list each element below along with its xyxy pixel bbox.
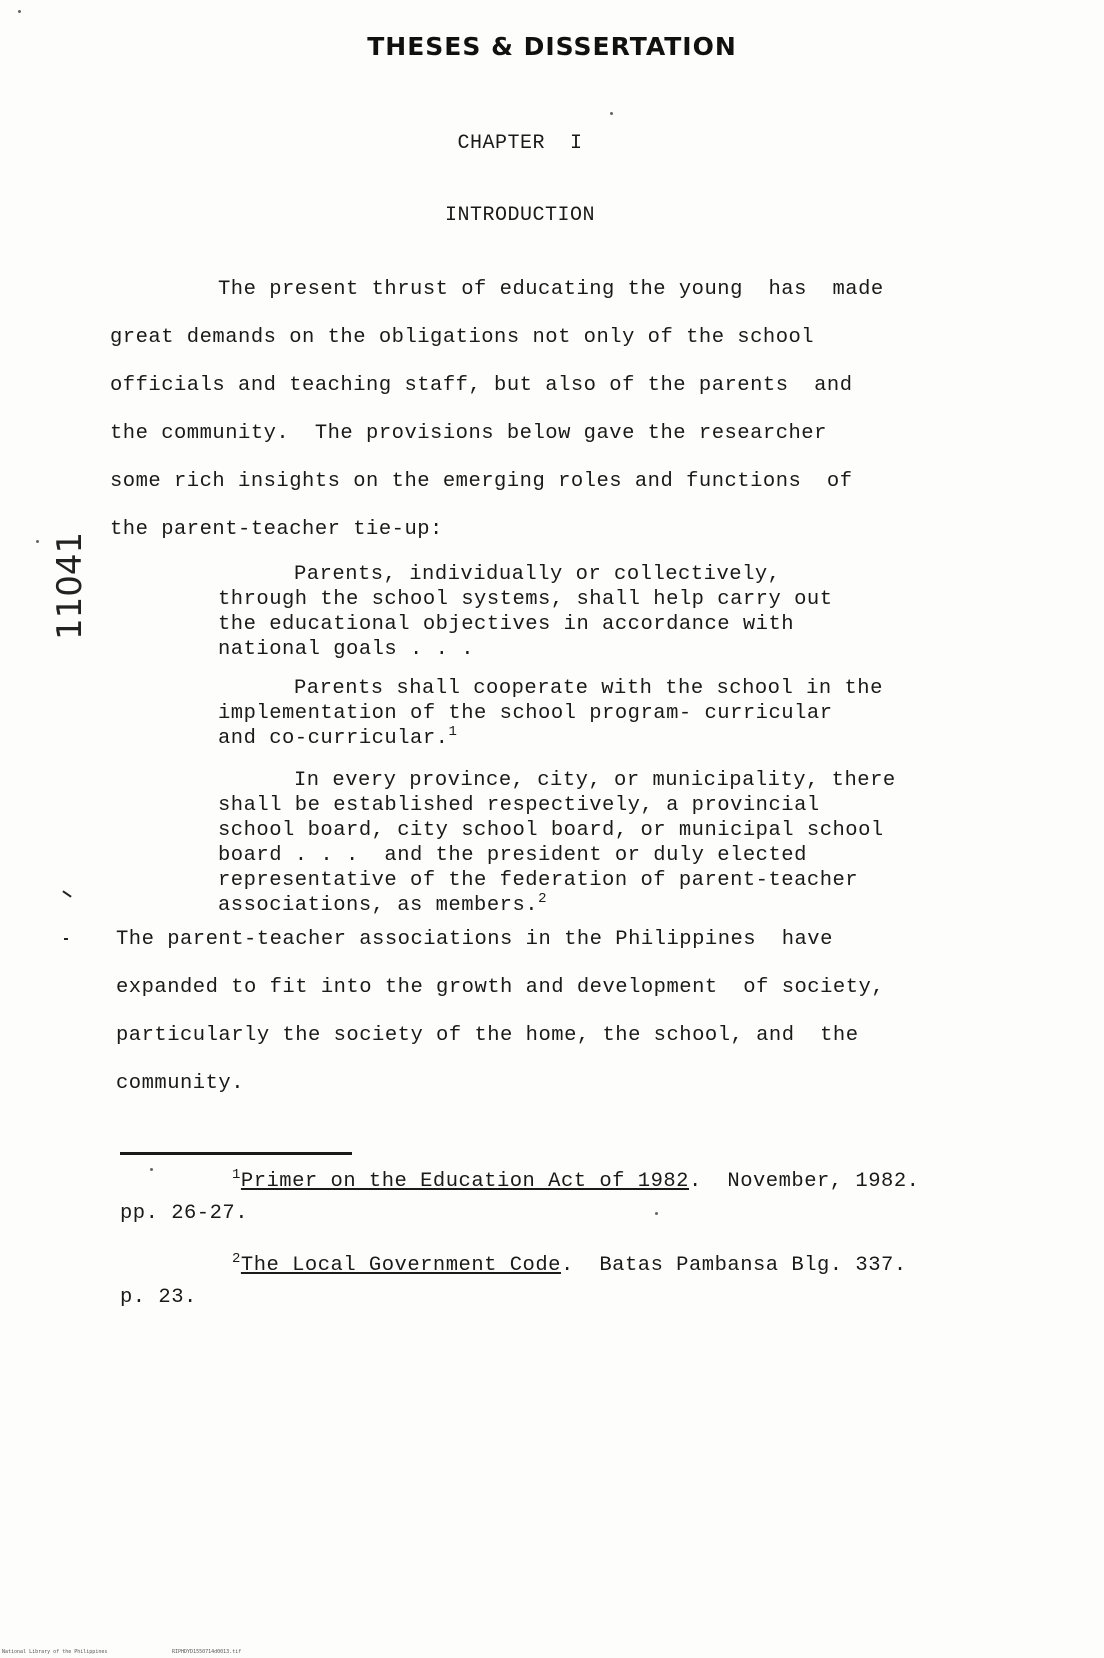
footnote-number: 2 — [232, 1251, 241, 1268]
footnote-detail: . November, 1982. — [688, 1170, 920, 1193]
scan-speck — [18, 10, 21, 13]
text-line: particularly the society of the home, the school, and the — [116, 1024, 859, 1047]
block-quote-2 — [218, 676, 1018, 751]
text-line: community. — [116, 1072, 245, 1095]
text-line: the parent-teacher tie-up: — [110, 518, 443, 541]
scan-speck — [610, 112, 613, 115]
quote-line: the educational objectives in accordance with — [218, 613, 795, 636]
scan-filename: RIPHDYD1550714d0013.tif — [172, 1649, 242, 1655]
quote-line: representative of the federation of parent-teacher — [218, 869, 859, 892]
footnote-line — [120, 1250, 1040, 1282]
text-line: great demands on the obligations not only of the school — [110, 326, 815, 349]
footnote-title: The Local Government Code — [240, 1254, 561, 1277]
quote-line: implementation of the school program- curricular — [218, 702, 833, 725]
theses-stamp: THESES & DISSERTATION — [367, 32, 737, 61]
quote-line: Parents shall cooperate with the school in the — [294, 677, 883, 700]
footnote-number: 1 — [232, 1167, 241, 1184]
scan-mark — [64, 938, 68, 940]
quote-line: In every province, city, or municipality, there — [294, 769, 896, 792]
footnote-line: p. 23. — [120, 1286, 197, 1309]
footnote-ref-1: 1 — [448, 724, 458, 741]
text-line: The present thrust of educating the young has made — [218, 278, 884, 301]
text-line: The parent-teacher associations in the Philippines have — [116, 928, 833, 951]
footnote-detail: . Batas Pambansa Blg. 337. — [560, 1254, 907, 1277]
scan-footer — [0, 1644, 1104, 1658]
footnote-title: Primer on the Education Act of 1982 — [240, 1170, 689, 1193]
scan-mark — [62, 890, 71, 897]
quote-line: through the school systems, shall help carry out — [218, 588, 833, 611]
footnote-2 — [120, 1250, 1040, 1314]
handwritten-margin-number: 11041 — [50, 531, 90, 640]
paragraph-intro — [110, 266, 1010, 554]
quote-line — [218, 893, 1018, 918]
text-line: officials and teaching staff, but also of the parents and — [110, 374, 853, 397]
library-credit: National Library of the Philippines — [2, 1649, 108, 1655]
quote-line: school board, city school board, or municipal school — [218, 819, 884, 842]
quote-line: Parents, individually or collectively, — [294, 563, 781, 586]
footnote-1 — [120, 1166, 1040, 1230]
scan-speck — [36, 540, 39, 543]
quote-line — [218, 726, 1018, 751]
scan-speck — [150, 1168, 153, 1171]
block-quote-1 — [218, 562, 1018, 662]
text-line: some rich insights on the emerging roles and functions of — [110, 470, 853, 493]
quote-line: shall be established respectively, a provincial — [218, 794, 820, 817]
footnote-line: pp. 26-27. — [120, 1202, 249, 1225]
chapter-heading: CHAPTER I — [457, 132, 583, 155]
paragraph-pta — [116, 916, 1016, 1108]
block-quote-3 — [218, 768, 1018, 918]
footnote-divider — [120, 1152, 352, 1155]
section-title: INTRODUCTION — [444, 204, 596, 227]
quote-text: associations, as members. — [218, 894, 539, 917]
footnote-line — [120, 1166, 1040, 1198]
scan-speck — [655, 1212, 658, 1215]
quote-text: and co-curricular. — [218, 727, 449, 750]
text-line: the community. The provisions below gave the researcher — [110, 422, 827, 445]
text-line: expanded to fit into the growth and development of society, — [116, 976, 885, 999]
quote-line: board . . . and the president or duly elected — [218, 844, 807, 867]
footnote-ref-2: 2 — [538, 891, 547, 908]
quote-line: national goals . . . — [218, 638, 475, 661]
